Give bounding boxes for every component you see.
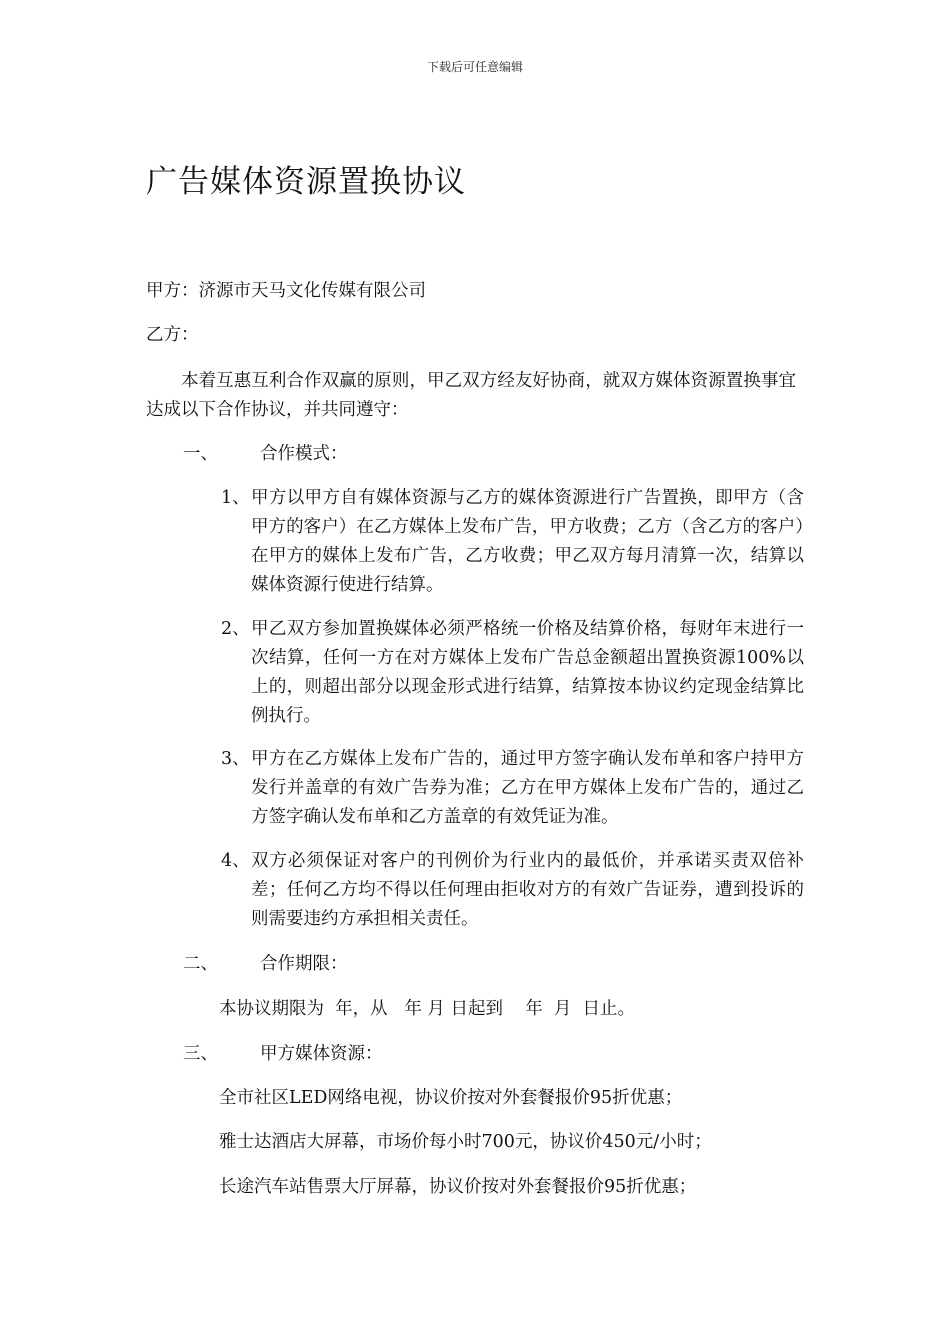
section-label: 合作模式：: [260, 444, 348, 464]
clause-item: [221, 615, 804, 731]
section-3-heading: [183, 1040, 383, 1069]
section-1-heading: [183, 440, 348, 469]
header-note: 下载后可任意编辑: [426, 60, 523, 74]
clause-number: 3、: [221, 749, 250, 769]
resource-item: 长途汽车站售票大厅屏幕，协议价按对外套餐报价95折优惠；: [219, 1177, 697, 1197]
clause-number: 4、: [221, 851, 250, 871]
term-line: 本协议期限为 年，从 年 月 日起到 年 月 日止。: [219, 999, 635, 1019]
party-a: 甲方：济源市天马文化传媒有限公司: [146, 281, 426, 301]
clause-number: 2、: [221, 619, 250, 639]
clause-text: 甲方以甲方自有媒体资源与乙方的媒体资源进行广告置换，即甲方（含甲方的客户）在乙方媒体上发布广告，甲方收费；乙方（含乙方的客户）在甲方的媒体上发布广告，乙方收费；甲乙双方每月清算一次，结算以媒体资源行使进行结算。: [251, 488, 804, 595]
clause-item: [221, 484, 804, 600]
clause-item: [221, 847, 804, 934]
section-label: 合作期限：: [260, 954, 348, 974]
clause-text: 甲乙双方参加置换媒体必须严格统一价格及结算价格，每财年末进行一次结算，任何一方在对方媒体上发布广告总金额超出置换资源100%以上的，则超出部分以现金形式进行结算，结算按本协议约定现金结算比例执行。: [251, 619, 804, 726]
clause-text: 甲方在乙方媒体上发布广告的，通过甲方签字确认发布单和客户持甲方发行并盖章的有效广告券为准；乙方在甲方媒体上发布广告的，通过乙方签字确认发布单和乙方盖章的有效凭证为准。: [251, 749, 804, 827]
clause-text: 双方必须保证对客户的刊例价为行业内的最低价，并承诺买责双倍补差；任何乙方均不得以任何理由拒收对方的有效广告证券，遭到投诉的则需要违约方承担相关责任。: [251, 851, 804, 929]
section-number: 一、: [183, 444, 218, 464]
section-2-heading: [183, 950, 348, 979]
clause-item: [221, 745, 804, 832]
clause-number: 1、: [221, 488, 250, 508]
party-b: 乙方：: [146, 325, 199, 345]
resource-item: 全市社区LED网络电视，协议价按对外套餐报价95折优惠；: [219, 1088, 683, 1108]
section-number: 二、: [183, 954, 218, 974]
section-label: 甲方媒体资源：: [260, 1044, 383, 1064]
intro-paragraph: 本着互惠互利合作双赢的原则，甲乙双方经友好协商，就双方媒体资源置换事宜达成以下合作协议，并共同遵守：: [146, 371, 796, 420]
document-title: 广告媒体资源置换协议: [146, 164, 466, 200]
section-number: 三、: [183, 1044, 218, 1064]
resource-item: 雅士达酒店大屏幕，市场价每小时700元，协议价450元/小时；: [219, 1132, 712, 1152]
